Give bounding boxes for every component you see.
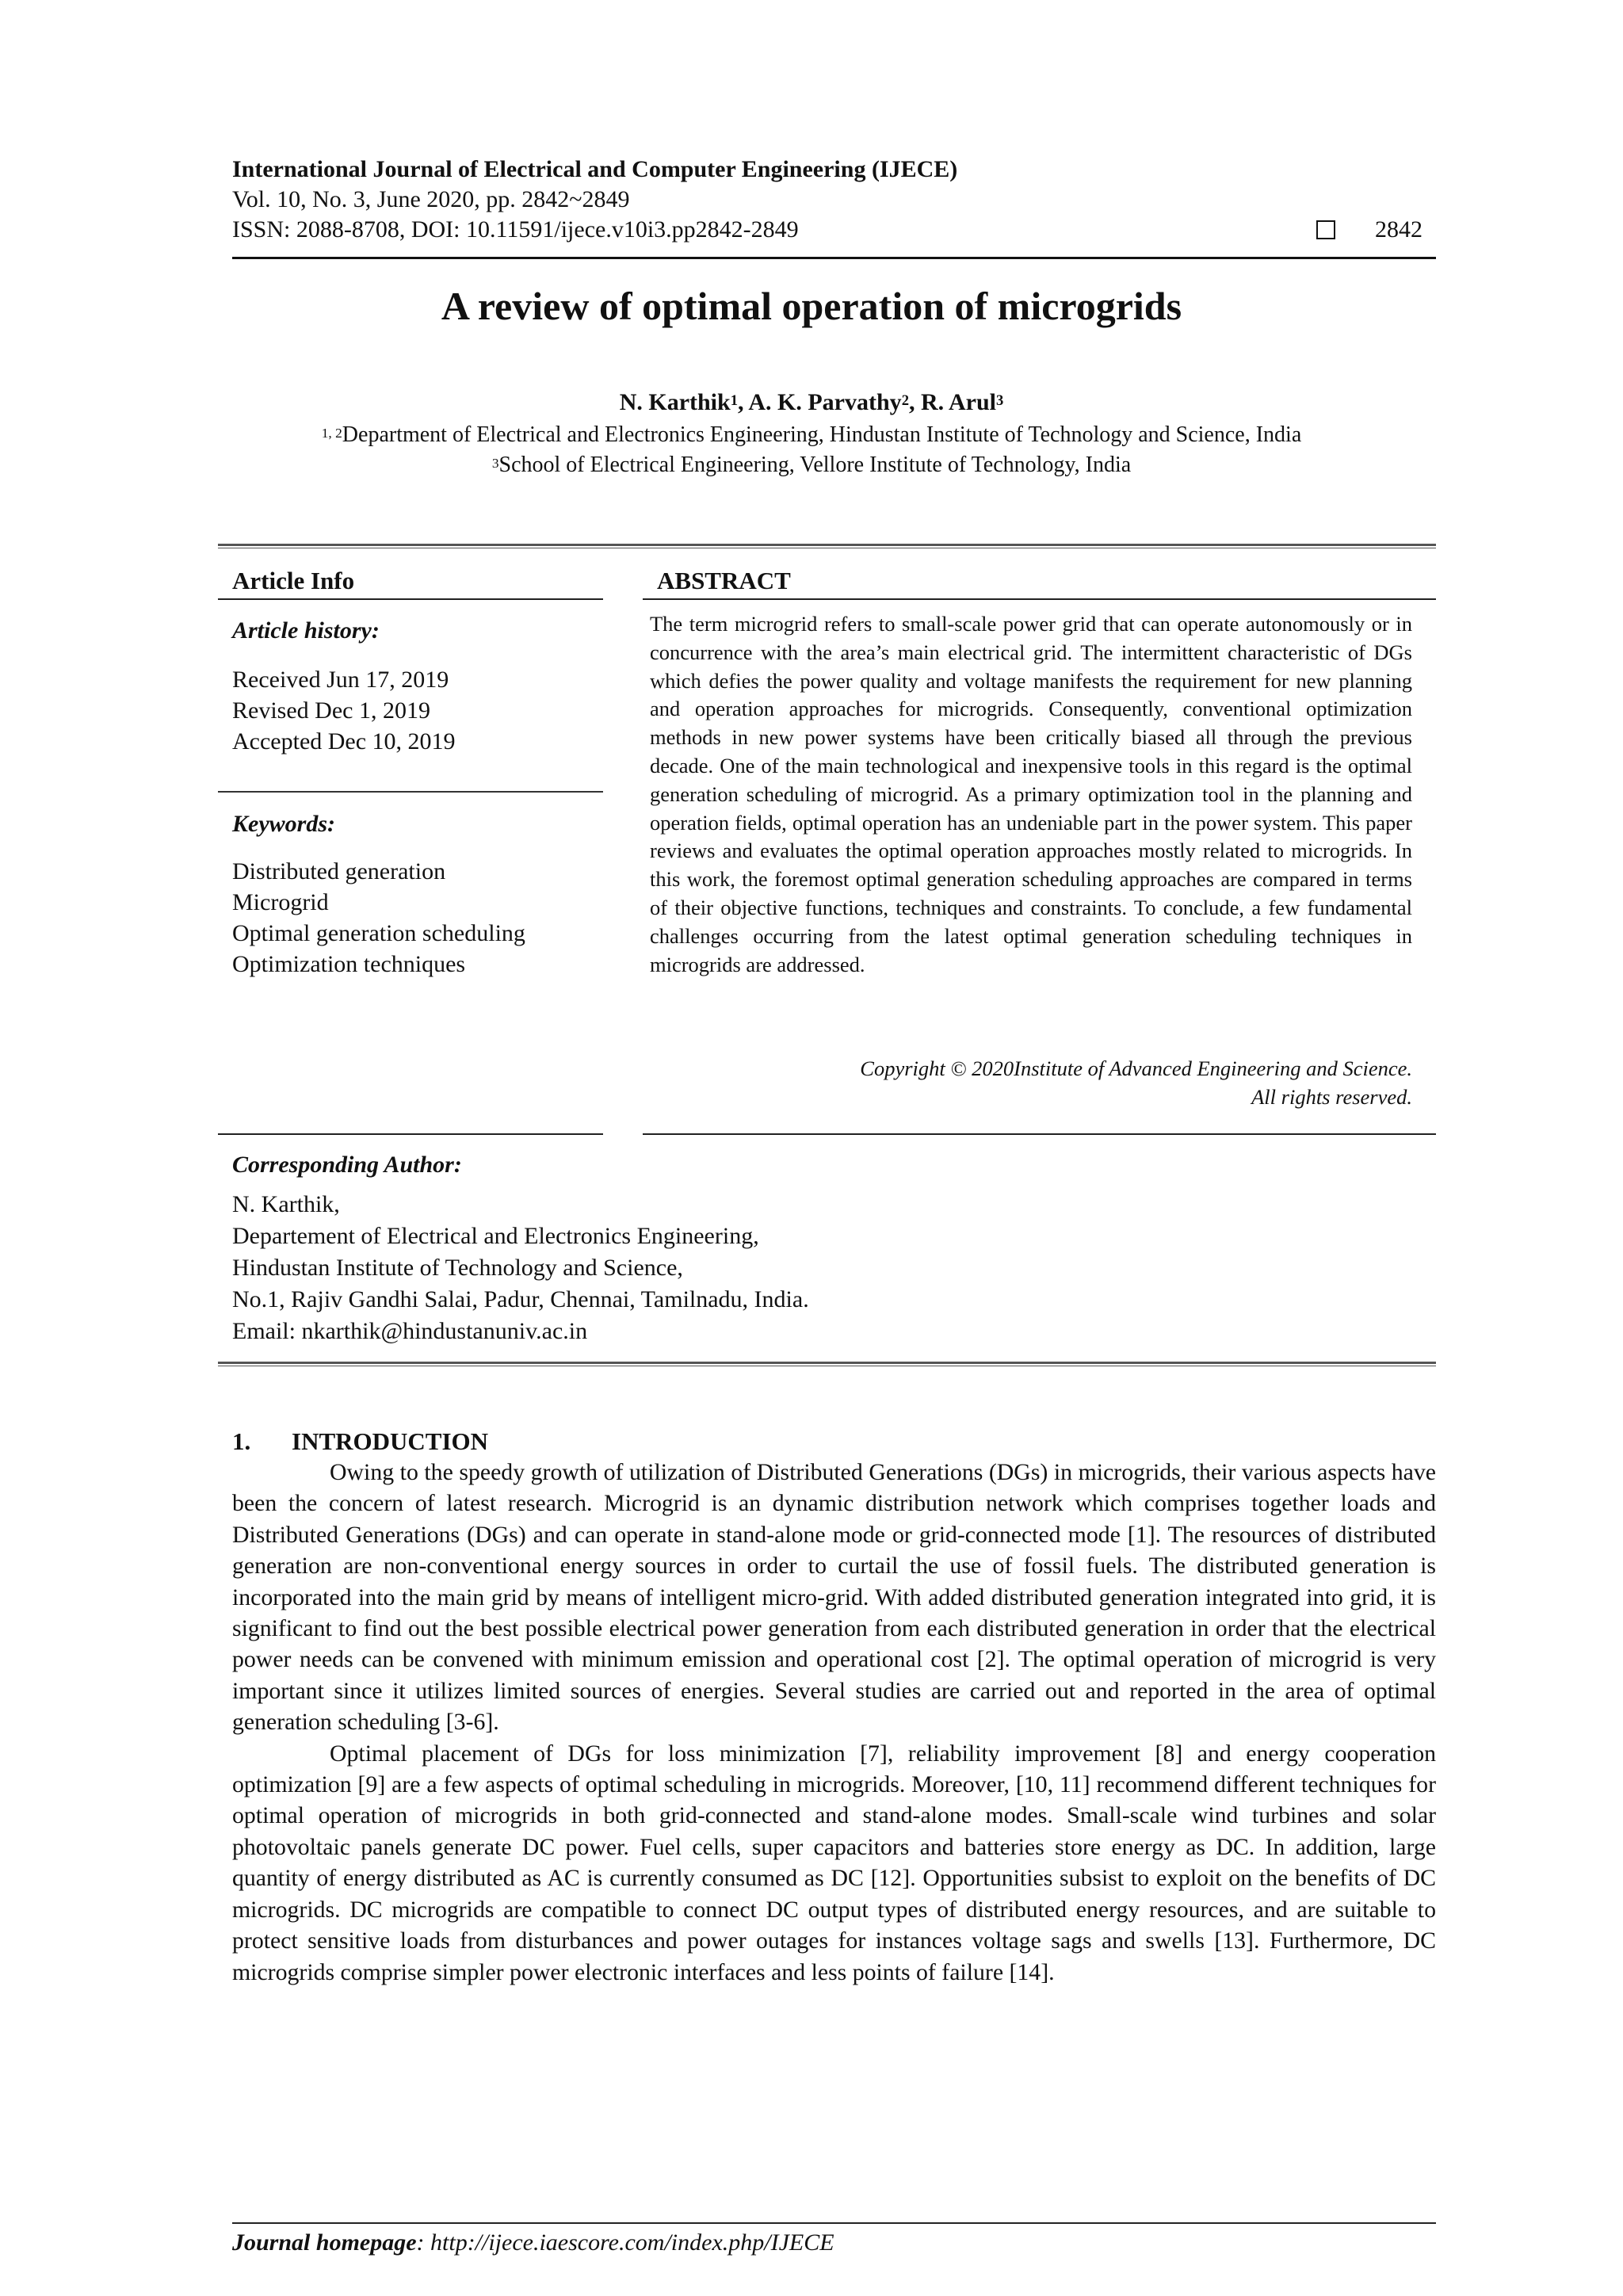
volume-info: Vol. 10, No. 3, June 2020, pp. 2842~2849 xyxy=(232,186,630,212)
header-rule xyxy=(232,257,1436,259)
corresponding-author-details xyxy=(232,1189,809,1347)
paragraph: Owing to the speedy growth of utilization of Distributed Generations (DGs) in microgrids, their various aspects have been the concern of latest research. Microgrid is an dynamic distribution network which comprises together loads and Distributed Generations (DGs) and can operate in stand-alone mode or grid-connected mode [1]. The resources of distributed generation are non-conventional energy sources in order to curtail the use of fossil fuels. The distributed generation is incorporated into the main grid by means of intelligent micro-grid. With added distributed generation integrated into grid, it is significant to find out the best possible electrical power generation from each distributed generation in order that the electrical power needs can be convened with minimum emission and operational cost [2]. The optimal operation of microgrid is very important since it utilizes limited sources of energies. Several studies are carried out and reported in the area of optimal generation scheduling [3-6]. xyxy=(232,1459,1436,1736)
journal-name: International Journal of Electrical and Computer Engineering (IJECE) xyxy=(232,156,958,182)
article-info-rule xyxy=(218,598,603,600)
abstract-bottom-rule xyxy=(643,1133,1436,1135)
issn-doi: ISSN: 2088-8708, DOI: 10.11591/ijece.v10i3.pp2842-2849 xyxy=(232,216,799,243)
author-name: R. Arul xyxy=(920,389,996,415)
revised-date: Revised Dec 1, 2019 xyxy=(232,697,430,724)
keywords-rule xyxy=(218,791,603,793)
received-date: Received Jun 17, 2019 xyxy=(232,667,449,693)
info-box-bottom-rule xyxy=(218,1362,1436,1366)
abstract-rule xyxy=(643,598,1436,600)
article-info-heading: Article Info xyxy=(232,567,355,594)
address-line: No.1, Rajiv Gandhi Salai, Padur, Chennai, Tamilnadu, India. xyxy=(232,1286,809,1312)
article-info-bottom-rule xyxy=(218,1133,603,1135)
section-title: INTRODUCTION xyxy=(292,1427,489,1455)
affiliation xyxy=(0,452,1623,479)
keywords-heading: Keywords: xyxy=(232,811,335,837)
author-sup: 3 xyxy=(996,392,1004,410)
copyright-notice xyxy=(650,1054,1412,1111)
author-name: N. Karthik xyxy=(619,389,731,415)
keyword: Microgrid xyxy=(232,889,329,915)
page-number: 2842 xyxy=(1375,216,1423,243)
author-sup: 1 xyxy=(730,392,738,410)
article-history-heading: Article history: xyxy=(232,617,380,644)
rights-line: All rights reserved. xyxy=(1251,1085,1412,1109)
email-line: Email: nkarthik@hindustanuniv.ac.in xyxy=(232,1318,588,1344)
journal-homepage xyxy=(232,2229,834,2257)
accepted-date: Accepted Dec 10, 2019 xyxy=(232,728,456,755)
copyright-line: Copyright © 2020Institute of Advanced Engineering and Science. xyxy=(860,1056,1412,1080)
affiliation-sup: 3 xyxy=(491,456,499,472)
affiliation-sup: 1, 2 xyxy=(321,426,342,441)
keywords-list xyxy=(232,856,525,980)
paragraph: Optimal placement of DGs for loss minimization [7], reliability improvement [8] and energy cooperation optimization [9] are a few aspects of optimal scheduling in microgrids. Moreover, [10, 11] recommend different techniques for optimal operation of microgrids in both grid-connected and stand-alone modes. Small-scale wind turbines and solar photovoltaic panels generate DC power. Fuel cells, super capacitors and batteries store energy as DC. In addition, large quantity of energy distributed as AC is currently consumed as DC [12]. Opportunities subsist to exploit on the benefits of DC microgrids. DC microgrids are compatible to connect DC output types of distributed energy resources, and are suitable to protect sensitive loads from disturbances and power outages for instances voltage sags and swells [13]. Furthermore, DC microgrids comprise simpler power electronic interfaces and less points of failure [14]. xyxy=(232,1740,1436,1985)
homepage-url[interactable]: : http://ijece.iaescore.com/index.php/IJECE xyxy=(416,2229,834,2256)
affiliation-text: School of Electrical Engineering, Vellore Institute of Technology, India xyxy=(498,453,1132,477)
author-name: A. K. Parvathy xyxy=(748,389,902,415)
keyword: Distributed generation xyxy=(232,858,446,884)
section-number: 1. xyxy=(232,1427,251,1455)
corresponding-author-heading: Corresponding Author: xyxy=(232,1152,462,1178)
paper-title: A review of optimal operation of microgrids xyxy=(441,284,1182,328)
article-history xyxy=(232,664,456,757)
author-sup: 2 xyxy=(901,392,909,410)
footer-rule xyxy=(232,2222,1436,2224)
department-line: Departement of Electrical and Electronics Engineering, xyxy=(232,1223,759,1249)
author-name-line: N. Karthik, xyxy=(232,1191,340,1217)
abstract-text: The term microgrid refers to small-scale power grid that can operate autonomously or in concurrence with the area’s main electrical grid. The intermittent characteristic of DGs which defies the power quality and voltage manifests the requirement for new planning and operation approaches for microgrids. Consequently, conventional optimization methods in new power systems have been critically biased all through the previous decade. One of the main technological and inexpensive tools in this regard is the optimal generation scheduling of microgrid. As a primary optimization tool in the planning and operation fields, optimal operation has an undeniable part in the power system. This paper reviews and evaluates the optimal operation approaches mostly related to microgrids. In this work, the foremost optimal generation scheduling approaches are compared in terms of their objective functions, techniques and constraints. To conclude, a few fundamental challenges occurring from the latest optimal generation scheduling techniques in microgrids are addressed. xyxy=(650,612,1412,976)
abstract-heading: ABSTRACT xyxy=(657,567,791,594)
author-list: N. Karthik$^1$, A. K. Parvathy$^2$, R. Arul$^3$ xyxy=(619,389,1004,415)
keyword: Optimization techniques xyxy=(232,951,466,977)
homepage-label: Journal homepage xyxy=(232,2229,417,2256)
institute-line: Hindustan Institute of Technology and Science, xyxy=(232,1255,683,1281)
info-box-top-rule xyxy=(218,544,1436,548)
checkbox-square-icon xyxy=(1316,220,1335,239)
affiliation xyxy=(0,422,1623,449)
introduction-body xyxy=(232,1457,1436,1988)
keyword: Optimal generation scheduling xyxy=(232,920,525,946)
introduction-heading xyxy=(232,1427,488,1457)
affiliation-text: Department of Electrical and Electronics Engineering, Hindustan Institute of Technology and Science, India xyxy=(342,422,1302,447)
